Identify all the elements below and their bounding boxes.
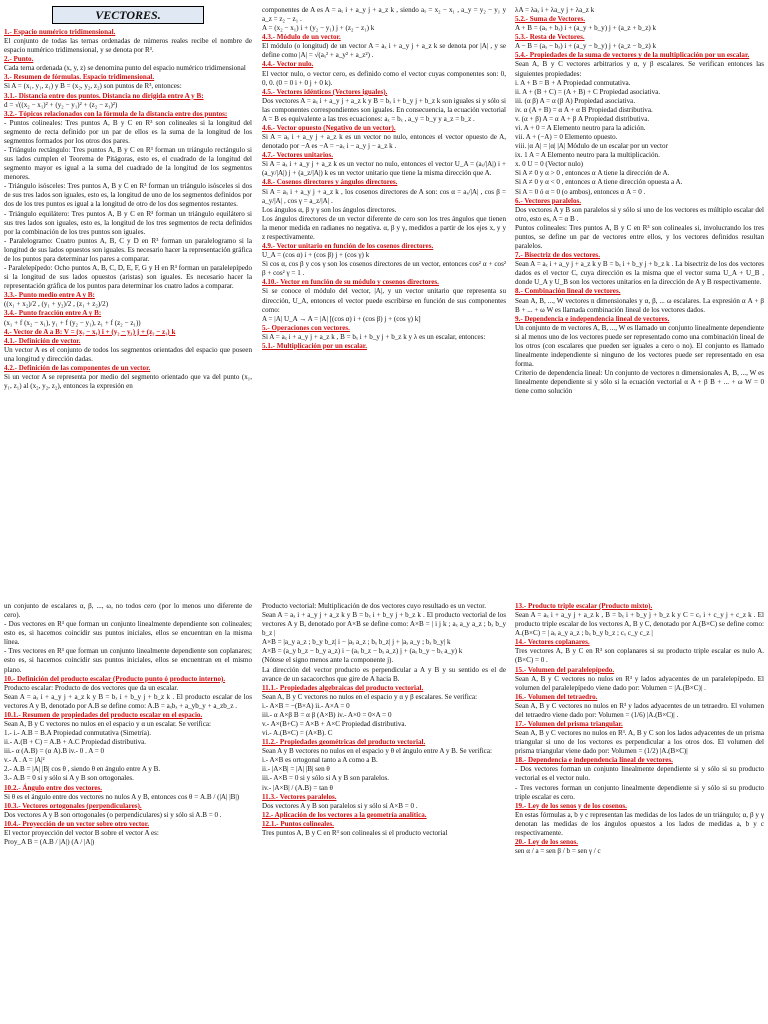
section-heading: 4.1.- Definición de vector. bbox=[4, 336, 81, 345]
paragraph: Dos vectores A y B son ortogonales (o perpendiculares) si y sólo si A.B = 0 . bbox=[4, 810, 222, 819]
paragraph: Criterio de dependencia lineal: Un conjunto de vectores n dimensionales A, B, ..., W es linealmente dependiente si y sólo si la ecuación vectorial α A + β B + ... + ω W = 0 tiene como solución bbox=[515, 369, 764, 396]
section-heading: 4.4.- Vector nulo. bbox=[262, 60, 314, 69]
bottom-col3-content bbox=[515, 602, 764, 856]
document-title: VECTORES. bbox=[52, 6, 204, 24]
section-heading: 4.10.- Vector en función de su módulo y cosenos directores. bbox=[262, 278, 439, 287]
section-heading: 10.4.- Proyección de un vector sobre otro vector. bbox=[4, 819, 149, 828]
paragraph: Sean A, B y C vectores arbitrarios y α, y β escalares. Se verifican entonces las siguientes propiedades: bbox=[515, 60, 764, 78]
paragraph: iv.- |A×B| / (A.B) = tan θ bbox=[262, 783, 333, 792]
bottom-column-3 bbox=[515, 602, 764, 1024]
paragraph: Producto vectorial: Multiplicación de dos vectores cuyo resultado es un vector. bbox=[262, 602, 486, 610]
section-heading: 2.- Punto. bbox=[4, 55, 34, 64]
section-heading: 4.5.- Vectores idénticos (Vectores iguales). bbox=[262, 87, 388, 96]
section-heading: 8.- Combinación lineal de vectores. bbox=[515, 287, 621, 296]
paragraph: Sean A = aₓ i + a_y j + a_z k y B = bₓ i + b_y j + b_z k . La bisectriz de los dos vectores dados es el vector C, cuya dirección es la misma que el vector suma U_A + U_B , donde U_A y U_B son los vectores unitarios en la dirección de A y B respectivamente. bbox=[515, 260, 764, 287]
section-heading: 12.- Aplicación de los vectores a la geometría analítica. bbox=[262, 810, 427, 819]
paragraph: Sean A, B, ..., W vectores n dimensionales y α, β, ... ω escalares. La expresión α A + β B + ... + ω W es llamada combinación lineal de los vectores dados. bbox=[515, 296, 764, 314]
section-heading: 10.1.- Resumen de propiedades del producto escalar en el espacio. bbox=[4, 710, 203, 719]
paragraph: λA = λaₓ i + λa_y j + λa_z k bbox=[515, 6, 595, 14]
section-heading: 4.3.- Módulo de un vector. bbox=[262, 33, 341, 42]
section-heading: 16.- Volumen del tetraedro. bbox=[515, 692, 598, 701]
paragraph: Sean A = aₓ i + a_y j + a_z k y B = bₓ i + b_y j + b_z k . El producto vectorial de los vectores A y B, denotado por A×B se define como: A×B = | i j k ; aₓ a_y a_z ; bₓ b_y b_z | bbox=[262, 611, 506, 638]
paragraph: A = |A| U_A → A = |A| [(cos α) i + (cos β) j + (cos γ) k] bbox=[262, 314, 421, 323]
paragraph: El vector nulo, o vector cero, es definido como el vector cuyas componentes son: 0, 0, 0. (0 = 0 i + 0 j + 0 k). bbox=[262, 69, 506, 87]
paragraph: - Tres vectores en R³ que forman un conjunto linealmente dependiente son coplanares; esto es, si hacemos coincidir sus puntos iniciales, ellos se encuentran en el mismo plano. bbox=[4, 647, 252, 674]
paragraph: sen α / a = sen β / b = sen γ / c bbox=[515, 847, 601, 856]
section-heading: 7.- Bisectriz de dos vectores. bbox=[515, 251, 600, 260]
section-heading: 10.3.- Vectores ortogonales (perpendiculares). bbox=[4, 801, 142, 810]
paragraph: ii.- |A×B| = |A| |B| sen θ bbox=[262, 765, 330, 774]
paragraph: - Dos vectores forman un conjunto linealmente dependiente si y sólo si su producto vectorial es el vector nulo. bbox=[515, 765, 764, 783]
paragraph: iii. (α β) A = α (β A) Propiedad asociativa. bbox=[515, 96, 636, 105]
paragraph: U_A = (cos α) i + (cos β) j + (cos γ) k bbox=[262, 251, 370, 260]
top-column-3 bbox=[515, 6, 764, 569]
paragraph: 2.- A.B = |A| |B| cos θ , siendo θ en ángulo entre A y B. bbox=[4, 765, 161, 774]
paragraph: Sean A, B y C vectores no nulos en el espacio y α y β escalares. Se verifica: bbox=[262, 692, 478, 701]
section-heading: 5.1.- Multiplicación por un escalar. bbox=[262, 341, 368, 350]
paragraph: iv. α (A + B) = α A + α B Propiedad distributiva. bbox=[515, 105, 653, 114]
section-heading: 3.4.- Punto fracción entre A y B: bbox=[4, 309, 102, 318]
paragraph: Dos vectores A y B son paralelos si y sólo si uno de los vectores es múltiplo escalar del otro, esto es, A = α B . bbox=[515, 205, 764, 223]
paragraph: Si A = aₓ i + a_y j + a_z k es un vector no nulo, entonces el vector opuesto de A, denotado por −A es −A = −aₓ i − a_y j − a_z k . bbox=[262, 133, 506, 151]
section-heading: 5.2.- Suma de Vectores. bbox=[515, 15, 586, 24]
paragraph: Sean A, B y C vectores no nulos en el espacio y α un escalar. Se verifica: bbox=[4, 720, 212, 729]
section-heading: 11.2.- Propiedades geométricas del producto vectorial. bbox=[262, 738, 426, 747]
paragraph: i.- A×B es ortogonal tanto a A como a B. bbox=[262, 756, 378, 765]
paragraph: Si A = aₓ i + a_y j + a_z k es un vector no nulo, entonces el vector U_A = (aₓ/|A|) i + (a_y/|A|) j + (a_z/|A|) k es un vector unitario que tiene la misma dirección que A. bbox=[262, 160, 506, 178]
paragraph: Un conjunto de m vectores A, B, ..., W es llamado un conjunto linealmente dependiente si al menos uno de los vectores puede ser representado como una combinación lineal de los otros (con escalares que pueden ser iguales a cero o no). El conjunto es llamado linealmente independiente si ninguno de los vectores puede ser representado en esa forma. bbox=[515, 323, 764, 369]
section-heading: 4.2.- Definición de las componentes de un vector. bbox=[4, 363, 151, 372]
paragraph: d = √((x₂ − x₁)² + (y₂ − y₁)² + (z₂ − z₁)²) bbox=[4, 100, 118, 109]
paragraph: - Triángulo isósceles: Tres puntos A, B y C en R³ forman un triángulo isósceles si dos de sus tres lados son iguales, esto es, la longitud de uno de los segmentos definidos por dos de los tres puntos es igual a la longitud de otro de los dos segmentos restantes. bbox=[4, 182, 252, 209]
paragraph: A + B = (aₓ + bₓ) i + (a_y + b_y) j + (a_z + b_z) k bbox=[515, 24, 657, 33]
section-heading: 10.- Definición del producto escalar (Producto punto ó producto interno). bbox=[4, 674, 226, 683]
section-heading: 5.- Operaciones con vectores. bbox=[262, 323, 350, 332]
paragraph: Sean A, B y C vectores no nulos en R³. A, B y C son los lados adyacentes de un prisma triangular si uno de los vectores es perpendicular a los otros dos. El volumen del prisma triangular viene dado por: Volumen = (1/2) |A.(B×C)| bbox=[515, 729, 764, 756]
paragraph: Cada terna ordenada (x, y, z) se denomina punto del espacio numérico tridimensional bbox=[4, 64, 246, 73]
paragraph: El conjunto de todas las ternas ordenadas de números reales recibe el nombre de espacio numérico tridimensional, y se denota por R³. bbox=[4, 37, 252, 55]
paragraph: iii.- A×B = 0 si y sólo si A y B son paralelos. bbox=[262, 774, 390, 783]
paragraph: (Nótese el signo menos ante la componente j). bbox=[262, 656, 394, 665]
paragraph: A = (x₂ − x₁) i + (y₂ − y₁) j + (z₂ − z₁) k bbox=[262, 24, 375, 33]
top-column-1 bbox=[4, 6, 252, 569]
paragraph: x. 0 U = 0 (Vector nulo) bbox=[515, 160, 584, 169]
paragraph: Si se conoce el módulo del vector, |A|, y un vector unitario que representa su dirección, U_A, entonces el vector puede escribirse en función de sus componentes como: bbox=[262, 287, 506, 314]
paragraph: A×B = |a_y a_z ; b_y b_z| i − |aₓ a_z ; bₓ b_z| j + |aₓ a_y ; bₓ b_y| k bbox=[262, 638, 451, 647]
paragraph: A − B = (aₓ − bₓ) i + (a_y − b_y) j + (a_z − b_z) k bbox=[515, 42, 657, 51]
paragraph: viii. |α A| = |α| |A| Módulo de un escalar por un vector bbox=[515, 142, 668, 151]
section-heading: 1.- Espacio numérico tridimensional. bbox=[4, 28, 116, 36]
paragraph: iii.- α (A.B) = (α A).B iv.- 0 . A = 0 bbox=[4, 747, 105, 756]
paragraph: vii. A + (−A) = 0 Elemento opuesto. bbox=[515, 133, 618, 142]
paragraph: - Triángulo rectángulo: Tres puntos A, B y C en R³ forman un triángulo rectángulo si sus lados cumplen el Teorema de Pitágoras, esto es, el cuadrado de la longitud del segmento mayor es igual a la suma del cuadrado de la longitud de los segmentos menores. bbox=[4, 146, 252, 182]
paragraph: El vector proyección del vector B sobre el vector A es: bbox=[4, 828, 159, 837]
top-col1-content bbox=[4, 28, 252, 391]
paragraph: Sean A = aₓ i + a_y j + a_z k y B = bₓ i + b_y j + b_z k . El producto escalar de los vectores A y B, denotado por A.B se define como: A.B = aₓbₓ + a_yb_y + a_zb_z . bbox=[4, 692, 252, 710]
paragraph: Dos vectores A = aₓ i + a_y j + a_z k y B = bₓ i + b_y j + b_z k son iguales si y sólo si las componentes correspondientes son iguales. En consecuencia, la ecuación vectorial A = B es equivalente a las tres ecuaciones: aₓ = bₓ , a_y = b_y y a_z = b_z . bbox=[262, 96, 506, 123]
bottom-column-2 bbox=[262, 602, 506, 1024]
bottom-col1-content bbox=[4, 602, 252, 847]
paragraph: El módulo (o longitud) de un vector A = aₓ i + a_y j + a_z k se denota por |A| , y se define como |A| = √(aₓ² + a_y² + a_z²) . bbox=[262, 42, 506, 60]
paragraph: ((x₁ + x₂)/2 , (y₁ + y₂)/2 , (z₁ + z₂)/2) bbox=[4, 300, 109, 309]
section-heading: 19.- Ley de los senos y de los cosenos. bbox=[515, 801, 627, 810]
section-heading: 4.6.- Vector opuesto (Negativo de un vector). bbox=[262, 124, 396, 133]
top-col3-content bbox=[515, 6, 764, 396]
paragraph: v. (α + β) A = α A + β A Propiedad distributiva. bbox=[515, 114, 650, 123]
paragraph: ii. A + (B + C) = (A + B) + C Propiedad asociativa. bbox=[515, 87, 661, 96]
section-heading: 4.- Vector de A a B: V = (x₂ − x₁) i + (y₂ − y₁) j + (z₂ − z₁) k bbox=[4, 327, 176, 336]
paragraph: Si un vector A se representa por medio del segmento orientado que va del punto (x₁, y₁, z₁) al (x₂, y₂, z₂), entonces la expresión en bbox=[4, 372, 252, 391]
paragraph: - Puntos colineales: Tres puntos A, B y C en R³ son colineales si la longitud del segmento de recta definido por un par de ellos es la suma de la longitud de los segmentos formados por los otros dos pares. bbox=[4, 118, 252, 145]
paragraph: Tres puntos A, B y C en R³ son colineales si el producto vectorial bbox=[262, 828, 448, 837]
paragraph: Un vector A es el conjunto de todos los segmentos orientados del espacio que poseen una longitud y dirección dadas. bbox=[4, 345, 252, 363]
paragraph: (x₁ + f (x₂ − x₁), y₁ + f (y₂ − y₁), z₁ + f (z₂ − z₁)) bbox=[4, 318, 141, 327]
paragraph: vi. A + 0 = A Elemento neutro para la adición. bbox=[515, 124, 646, 133]
paragraph: ii.- A.(B + C) = A.B + A.C Propiedad distributiva. bbox=[4, 738, 147, 747]
section-heading: 14.- Vectores coplanares. bbox=[515, 638, 590, 647]
paragraph: v.- A×(B+C) = A×B + A×C Propiedad distributiva. bbox=[262, 720, 407, 729]
paragraph: - Paralelogramo: Cuatro puntos A, B, C y D en R³ forman un paralelogramo si la longitud de sus lados opuestos son iguales. Es necesario hacer la representación gráfica de los puntos para determinar los pares a comparar. bbox=[4, 236, 252, 263]
paragraph: Puntos colineales: Tres puntos A, B y C en R³ son colineales si, involucrando los tres puntos, se define un par de vectores entre ellos, y los vectores definidos resultan paralelos. bbox=[515, 223, 764, 251]
paragraph: iii.- α A×β B = α β (A×B) iv.- A×0 = 0×A = 0 bbox=[262, 710, 392, 719]
paragraph: Si cos α, cos β y cos γ son los cosenos directores de un vector, entonces cos² α + cos² β + cos² γ = 1 . bbox=[262, 260, 506, 278]
paragraph: Tres vectores A, B y C en R³ son coplanares si su producto triple escalar es nulo A.(B×C) = 0 . bbox=[515, 647, 764, 665]
paragraph: ix. 1 A = A Elemento neutro para la multiplicación. bbox=[515, 151, 660, 160]
paragraph: - Triángulo equilátero: Tres puntos A, B y C en R³ forman un triángulo equilátero si sus tres lados son iguales, esto es, la longitud de los tres segmentos de recta definidos por la combinación de los tres puntos son iguales. bbox=[4, 209, 252, 236]
section-heading: 13.- Producto triple escalar (Producto mixto). bbox=[515, 602, 653, 610]
section-heading: 4.8.- Cosenos directores y ángulos directores. bbox=[262, 178, 398, 187]
paragraph: Sean A, B y C vectores no nulos en R³ y lados adyacentes de un tetraedro. El volumen del tetraedro viene dado por: Volumen = (1/6) |A.(B×C)| . bbox=[515, 701, 764, 719]
section-heading: 3.3.- Punto medio entre A y B: bbox=[4, 291, 95, 300]
top-col2-content bbox=[262, 6, 506, 351]
paragraph: A×B = (a_y b_z − b_y a_z) i − (aₓ b_z − bₓ a_z) j + (aₓ b_y − bₓ a_y) k bbox=[262, 647, 463, 656]
section-heading: 17.- Volumen del prisma triangular. bbox=[515, 720, 623, 729]
paragraph: componentes de A es A = aₓ i + a_y j + a_z k , siendo aₓ = x₂ − x₁ , a_y = y₂ − y₁ y a_z = z₂ − z₁ . bbox=[262, 6, 506, 24]
section-heading: 10.2.- Ángulo entre dos vectores. bbox=[4, 783, 103, 792]
paragraph: Producto escalar: Producto de dos vectores que da un escalar. bbox=[4, 683, 179, 692]
paragraph: - Tres vectores forman un conjunto linealmente dependiente si y sólo si su producto triple escalar es cero. bbox=[515, 783, 764, 801]
section-heading: 3.2.- Tópicos relacionados con la fórmula de la distancia entre dos puntos: bbox=[4, 109, 228, 118]
section-heading: 12.1.- Puntos colineales. bbox=[262, 819, 334, 828]
paragraph: i. A + B = B + A Propiedad conmutativa. bbox=[515, 78, 631, 87]
paragraph: Sean A y B vectores no nulos en el espacio y θ el ángulo entre A y B. Se verifica: bbox=[262, 747, 492, 756]
bottom-column-1 bbox=[4, 602, 252, 1024]
section-heading: 4.9.- Vector unitario en función de los cosenos directores. bbox=[262, 242, 434, 251]
paragraph: Si A = 0 ó α = 0 (o ambos), entonces α A = 0 . bbox=[515, 187, 646, 196]
paragraph: - Dos vectores en R³ que forman un conjunto linealmente dependiente son colineales; esto es, si hacemos coincidir sus puntos iniciales, ellos se encuentran en la misma línea. bbox=[4, 620, 252, 647]
paragraph: Proy_A B = (A.B / |A|) (A / |A|) bbox=[4, 838, 95, 847]
paragraph: Sean A = aₓ i + a_y j + a_z k , B = bₓ i + b_y j + b_z k y C = cₓ i + c_y j + c_z k . El producto triple escalar de los vectores A, B y C, denotado por A.(B×C) se define como: A.(B×C) = | aₓ a_y a_z ; bₓ b_y b_z ; cₓ c_y c_z | bbox=[515, 611, 764, 638]
paragraph: Si A ≠ 0 y α < 0 , entonces α A tiene dirección opuesta a A. bbox=[515, 178, 683, 187]
bottom-col2-content bbox=[262, 602, 506, 838]
section-heading: 3.1.- Distancia entre dos puntos. Distancia no dirigida entre A y B: bbox=[4, 91, 204, 100]
paragraph: 3.- A.B = 0 si y sólo si A y B son ortogonales. bbox=[4, 774, 134, 783]
paragraph: Los ángulos directores de un vector diferente de cero son los tres ángulos que tienen la menor medida en radianes no negativa. α, β y γ, medidos a partir de los ejes x, y y z respectivamente. bbox=[262, 214, 506, 241]
paragraph: i.- A×B = −(B×A) ii.- A×A = 0 bbox=[262, 701, 350, 710]
section-heading: 6.- Vectores paralelos. bbox=[515, 196, 582, 205]
top-column-2 bbox=[262, 6, 506, 569]
section-heading: 11.1.- Propiedades algebraicas del producto vectorial. bbox=[262, 683, 424, 692]
paragraph: v.- A . A = |A|² bbox=[4, 756, 45, 765]
section-heading: 5.4.- Propiedades de la suma de vectores y de la multiplicación por un escalar. bbox=[515, 51, 750, 60]
section-heading: 9.- Dependencia e independencia lineal de vectores. bbox=[515, 314, 670, 323]
section-heading: 15.- Volumen del paralelepípedo. bbox=[515, 665, 615, 674]
paragraph: Si A = (x₁, y₁, z₁) y B = (x₂, y₂, z₂) son puntos de R³, entonces: bbox=[4, 82, 182, 91]
paragraph: Sean A, B y C vectores no nulos en R³ y lados adyacentes de un paralelepípedo. El volumen del paralelepípedo viene dado por: Volumen = |A.(B×C)| . bbox=[515, 674, 764, 692]
paragraph: Si A = aₓ i + a_y j + a_z k , B = bₓ i + b_y j + b_z k y λ es un escalar, entonces: bbox=[262, 332, 486, 341]
paragraph: vi.- A.(B×C) = (A×B). C bbox=[262, 729, 333, 738]
section-heading: 4.7.- Vectores unitarios. bbox=[262, 151, 333, 160]
section-heading: 11.3.- Vectores paralelos. bbox=[262, 792, 337, 801]
section-heading: 18.- Dependencia e independencia lineal de vectores. bbox=[515, 756, 673, 765]
section-heading: 20.- Ley de los senos. bbox=[515, 838, 579, 847]
section-heading: 3.- Resumen de fórmulas. Espacio tridimensional. bbox=[4, 73, 155, 82]
section-heading: 5.3.- Resta de Vectores. bbox=[515, 33, 585, 42]
paragraph: Si A = aₓ i + a_y j + a_z k , los cosenos directores de A son: cos α = aₓ/|A| , cos β = a_y/|A| , cos γ = a_z/|A| . bbox=[262, 187, 506, 205]
paragraph: Si θ es el ángulo entre dos vectores no nulos A y B, entonces cos θ = A.B / (|A| |B|) bbox=[4, 792, 240, 801]
paragraph: un conjunto de escalares α, β, ..., ω, no todos cero (por lo menos uno diferente de cero). bbox=[4, 602, 252, 620]
paragraph: En estas fórmulas a, b y c representan las medidas de los lados de un triángulo; α, β y γ denotan las medidas de los ángulos opuestos a los lados de medidas a, b y c respectivamente. bbox=[515, 810, 764, 837]
paragraph: 1.- i.- A.B = B.A Propiedad conmutativa (Simetría). bbox=[4, 729, 152, 738]
paragraph: Dos vectores A y B son paralelos si y sólo si A×B = 0 . bbox=[262, 801, 418, 810]
page-separator bbox=[0, 584, 768, 590]
paragraph: Los ángulos α, β y γ son los ángulos directores. bbox=[262, 205, 397, 214]
paragraph: Si A ≠ 0 y α > 0 , entonces α A tiene la dirección de A. bbox=[515, 169, 670, 178]
paragraph: - Paralelepípedo: Ocho puntos A, B, C, D, E, F, G y H en R³ forman un paralelepípedo si la longitud de sus lados opuestos (aristas) son iguales. Es necesario hacer la representación gráfica de los puntos para determinar los cuatro lados a comparar. bbox=[4, 264, 252, 291]
paragraph: La dirección del vector producto es perpendicular a A y B y su sentido es el de avance de un sacacorchos que gire de A hacia B. bbox=[262, 665, 506, 683]
